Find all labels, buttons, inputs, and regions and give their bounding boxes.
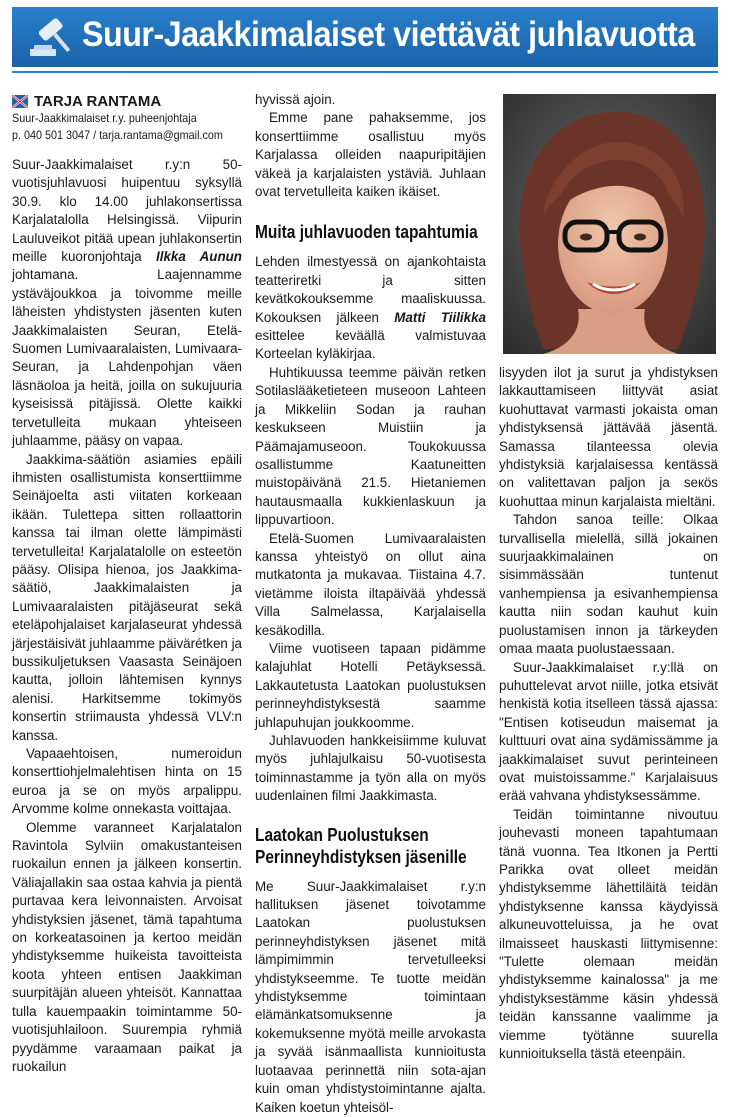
paragraph: lisyyden ilot ja surut ja yhdistyksen lakkauttamiseen liittyvät asiat kuohuttavat varmasti jokaista oman yhdistyksensä jättävää jäsentä. Samassa tilanteessa olevia yhdistyksiä karjalaisessa kentässä on valitettavan paljon ja seкös kuohuttaa minun karjalaista mieltäni. <box>499 365 718 509</box>
portrait-image <box>503 94 716 354</box>
paragraph: Me Suur-Jaakkimalaiset r.y:n hallituksen jäsenet toivotamme Laatokan puolustuksen perinneyhdistyksen jäsenet mitä lämpimimmin tervetulleeksi yhdistykseemme. Te tuotte meidän yhdistyksemme toimintaan elämänkatsomuksenne ja kokemuksenne myötä meille arvokasta ja syvää isänmaallista kunnioitusta luotaavaa perinnettä niin sota-ajan kuin oman yhdistystoimintanne ajalta. Kaiken koetun yhteisöl- <box>255 878 486 1115</box>
article-title: Suur-Jaakkimalaiset viettävät juhlavuotta <box>82 15 695 54</box>
paragraph: hyvissä ajoin. <box>255 92 336 107</box>
paragraph: Jaakkima-säätiön asiamies epäili ihmisten osallistumista konserttiimme Seinäjoelta asti viitaten korkeaan ikään. Tulettepa sitten rollaattorin kanssa tai ilman olette lämpimästi tervetulleita! Karjalatalolle on esteetön pääsy. Olisipa hienoa, jos Jaakkima-säätiö, Jaakkimalaisten ja Lumivaaralaisten pitäjäseurat sekä eteläpohjalaiset karjalaseurat yhdessä järjestäisivät juhlaamme päivärétken ja bussikuljetuksen Vaasasta Seinäjoen kautta, jolloin lähtemisen kynnys alenisi. Harkitsemme tokimyös konsertin striimausta yhdessä VLV:n kanssa. <box>12 451 242 743</box>
person-name: Ilkka Aunun <box>156 249 242 265</box>
paragraph: Juhlavuoden hankkeisiimme kuluvat myös juhlajulkaisu 50-vuotisesta toiminnastamme ja työn alla on myös uudenlainen filmi Jaakkimasta. <box>255 733 486 804</box>
section-heading: Laatokan Puolustuksen <box>255 824 429 845</box>
author-photo <box>503 94 716 354</box>
paragraph: Suur-Jaakkimalaiset r.y:llä on puhuttelevat arvot niille, jotka etsivät henkistä kotia itselleen tässä ajassa: "Entisen kotiseudun maisemat ja kulttuuri ovat aina sydämissämme ja jaakkimalaiset suvut perinteineen ovat muistoissamme." Karjalaisuus erää vahvana yhdistyksessämme. <box>499 659 718 804</box>
column-3 <box>499 364 718 1063</box>
paragraph: Etelä-Suomen Lumivaaralaisten kanssa yhteistyö on ollut aina mutkatonta ja mukavaa. Tiistaina 4.7. vietämme iloista iltapäivää yhdessä Villa Salmelassa, Karjalaisella kesäkodilla. <box>255 530 486 638</box>
author-block <box>12 93 242 144</box>
section-heading: Muita juhlavuoden tapahtumia <box>255 222 478 243</box>
paragraph: Tahdon sanoa teille: Olkaa turvallisella mielellä, sillä jokainen suurjaakkimalainen on sisimmässään tuntenut vanhempiensa ja esivanhempiensa kautta niin sodan kauhut kuin puolustamisen innon ja tärkeyden omaa maata puolustaessaan. <box>499 512 718 657</box>
section-heading: Perinneyhdistyksen jäsenille <box>255 846 467 867</box>
karelia-flag-icon <box>12 95 28 108</box>
paragraph: Lehden ilmestyessä on ajankohtaista teatteriretki ja sitten kevätkokouksemme maaliskuussa. Kokouksen jälkeen Matti Tiilikka esittelee keväällä valmistuvaa Korteelan kyläkirjaa. <box>255 254 486 362</box>
paragraph: Olemme varanneet Karjalatalon Ravintola Sylviin omakustanteisen ruokailun ennen ja jälkeen konsertin. Väliajallakin saa ostaa kahvia ja pientä purtavaa kera leivonnaisten. Arvoisat yhdistyksien jäsenet, tämä tapahtuma on korkeatasoinen ja kertoo meidän yhdistyksemme huikeista tavoitteista koota yhteen entisen Jaakkiman suurpitäjän alueen yhteisöt. Kannattaa tulla kauempaakin toimintamme 50-vuotisjuhlailoon. Suurempia ryhmiä pyydämme varaamaan paikat ja ruokailun <box>12 819 242 1074</box>
paragraph: Teidän toimintanne nivoutuu jouhevasti moneen tapahtumaan tänä vuonna. Tea Itkonen ja Pertti Parikka ovat olleet meidän yhdistyksemme lähettiläitä teidän yhdistyksenne kanssa käydyissä alkuneuvotteluissa, ja he ovat ilmaisseet hauskasti liittymisenne: "Tulette olemaan meidän yhdistyksemme kainalossa" ja me yhdistyksestämme käsin yhdessä teidän kanssanne vaalimme ja viemme työtänne suurella kunnioituksella tästä eteenpäin. <box>499 806 718 1062</box>
author-name: TARJA RANTAMA <box>34 93 162 110</box>
paragraph: Suur-Jaakkimalaiset r.y:n 50-vuotisjuhlavuosi huipentuu syksyllä 30.9. klo 14.00 juhlakonsertissa Karjalatalolla Helsingissä. Viipurin Lauluveikot pitää upean juhlakonsertin meille kuoronjohtaja Ilkka Aunun johtamana. Laajennamme ystäväjoukkoa ja toivomme meille läheisten yhdistysten jäsenten kuten Jaakkimalaisten Seuran, Etelä-Suomen Lumivaaralaisten, Lumivaara-Seuran, ja Lahdenpohjan väen läsnäoloa ja heitä, joilla on sukujuuria kyseisissä pitäjissä. Olette kaikki tervetulleita mukaan yhteiseen juhlaamme, pääsy on vapaa. <box>12 157 242 449</box>
header-banner <box>12 7 718 67</box>
paragraph: Vapaaehtoisen, numeroidun konserttiohjelmalehtisen hinta on 15 euroa ja se on myös arpalippu. Arvomme kolme onnekasta voittajaa. <box>12 746 242 817</box>
gavel-icon <box>26 13 74 61</box>
column-1 <box>12 156 242 1076</box>
paragraph: Emme pane pahaksemme, jos konserttiimme osallistuu myös Karjalassa olleiden naapuripitäjien väkeä ja karjalaisten ystäviä. Juhlaan ovat tervetulleita kaiken ikäiset. <box>255 110 486 200</box>
author-role: Suur-Jaakkimalaiset r.y. puheenjohtaja <box>12 111 197 125</box>
person-name: Matti Tiilikka <box>394 309 486 325</box>
column-2 <box>255 91 486 1117</box>
paragraph: Viime vuotiseen tapaan pidämme kalajuhlat Hotelli Petäyksessä. Lakkautetusta Laatokan puolustuksen perinneyhdistyksestä saamme juhlapuhujan joukkoomme. <box>255 640 486 730</box>
author-contact: p. 040 501 3047 / tarja.rantama@gmail.com <box>12 128 223 142</box>
title-underline <box>12 71 718 73</box>
paragraph: Huhtikuussa teemme päivän retken Sotilaslääketieteen museoon Lahteen ja Mikkeliin Sodan ja rauhan keskukseen Muistiin ja Päämajamuseoon. Toukokuussa osallistumme Kaatuneitten muistopäivänä 21.5. Hietaniemen hautausmaalla kukkienlaskuun ja lippuvartioon. <box>255 364 486 528</box>
